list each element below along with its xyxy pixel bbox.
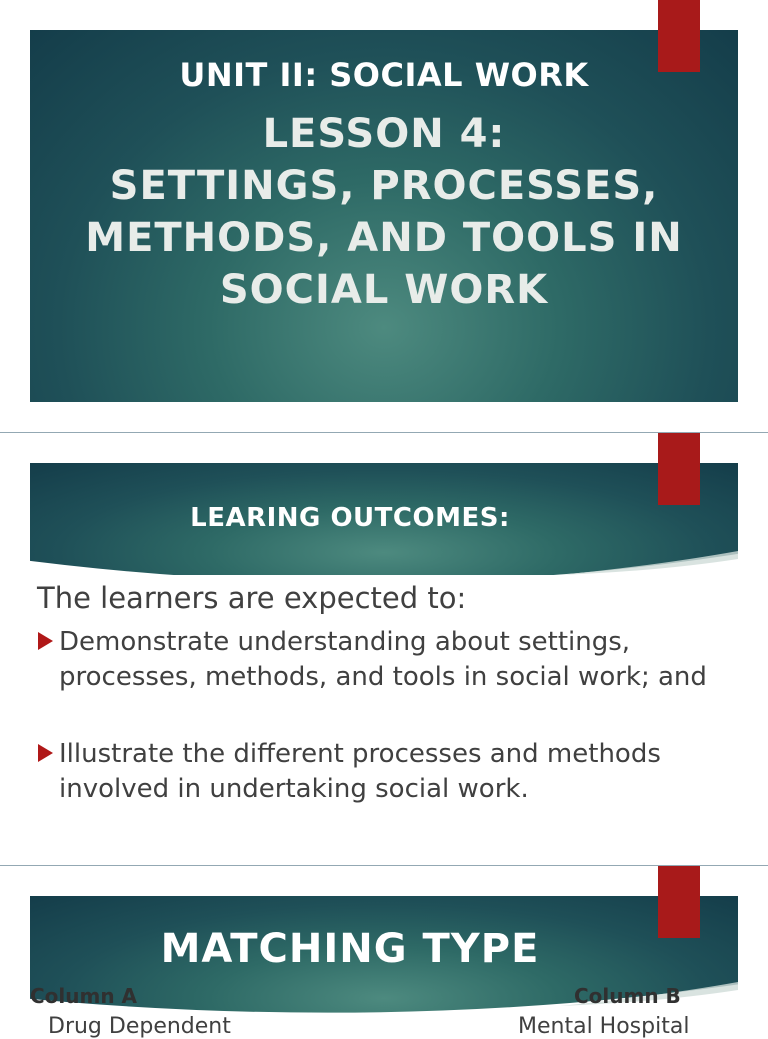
column-a-header: Column A xyxy=(30,984,138,1008)
list-item-text: Demonstrate understanding about settings, processes, methods, and tools in social work; and xyxy=(59,627,707,692)
outcomes-title: LEARING OUTCOMES: xyxy=(190,503,510,533)
column-a-item: Drug Dependent xyxy=(48,1014,231,1039)
banner-curve xyxy=(0,529,768,589)
unit-title: UNIT II: SOCIAL WORK xyxy=(179,56,589,94)
lesson-title-line: SOCIAL WORK xyxy=(219,267,549,313)
list-item xyxy=(38,625,738,695)
lesson-title-line: SETTINGS, PROCESSES, xyxy=(109,163,659,209)
bullet-arrow-icon xyxy=(38,632,53,650)
lesson-title-line: METHODS, AND TOOLS IN xyxy=(85,215,683,261)
column-b-header: Column B xyxy=(574,984,681,1008)
list-item-text: Illustrate the different processes and methods involved in undertaking social work. xyxy=(59,739,661,804)
column-b-item: Mental Hospital xyxy=(518,1014,690,1039)
outcomes-slide xyxy=(0,433,768,865)
lesson-title xyxy=(40,108,728,316)
bullet-arrow-icon xyxy=(38,744,53,762)
matching-title: MATCHING TYPE xyxy=(160,926,540,972)
bookmark-ribbon xyxy=(658,433,700,505)
lesson-title-line: LESSON 4: xyxy=(262,111,506,157)
title-slide xyxy=(0,0,768,432)
matching-slide xyxy=(0,866,768,1039)
list-item xyxy=(38,737,738,807)
intro-text: The learners are expected to: xyxy=(37,581,467,615)
